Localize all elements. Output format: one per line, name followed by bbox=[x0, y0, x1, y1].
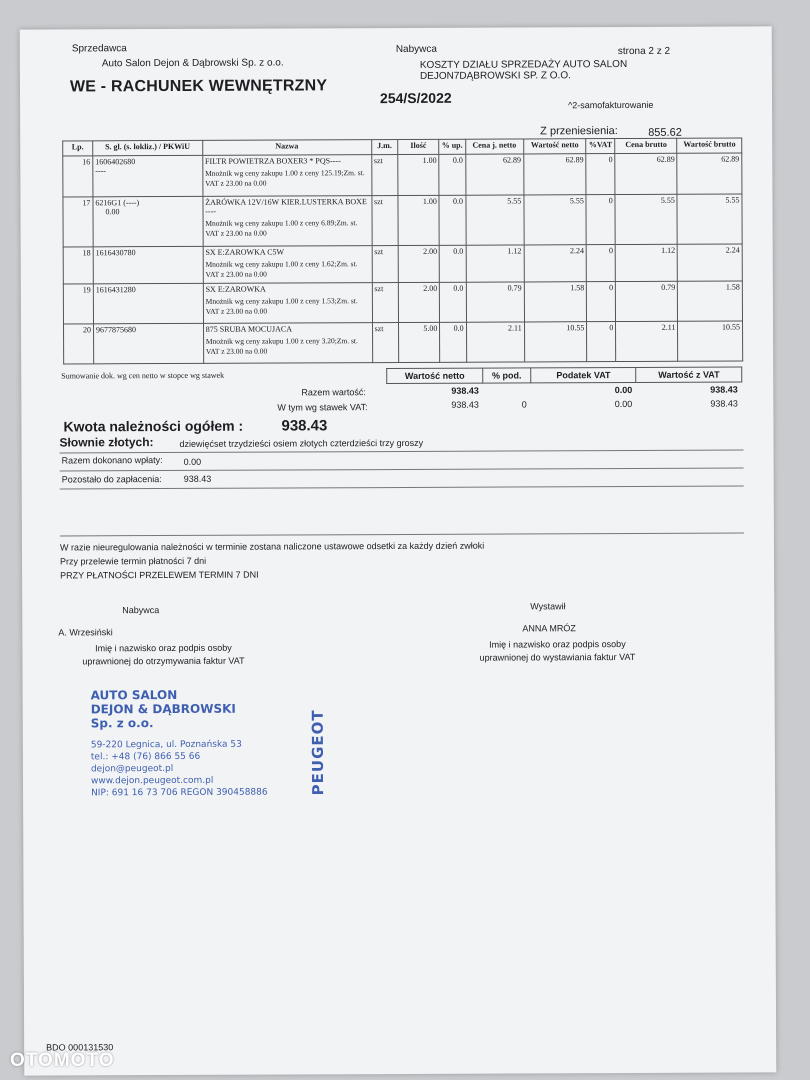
col-unit: J.m. bbox=[371, 139, 398, 154]
sig-buyer-caption2: uprawnionej do otrzymywania faktur VAT bbox=[82, 655, 245, 667]
items-table bbox=[62, 137, 743, 364]
row-unit-gross: 2.11 bbox=[616, 321, 678, 361]
document-number: 254/S/2022 bbox=[379, 89, 452, 107]
row-unit-gross: 5.55 bbox=[615, 194, 677, 244]
stamp-brand: PEUGEOT bbox=[308, 709, 328, 796]
summary-rate-row bbox=[387, 396, 742, 412]
terms-line3: PRZY PŁATNOŚCI PRZELEWEM TERMIN 7 DNI bbox=[60, 569, 259, 581]
row-vat: 0 bbox=[587, 322, 616, 362]
row-note: Mnożnik wg ceny zakupu 1.00 z ceny 125.19;Zm. st. VAT z 23.00 na 0.00 bbox=[205, 168, 365, 188]
col-discount: % up. bbox=[439, 139, 465, 154]
row-qty: 1.00 bbox=[398, 195, 440, 245]
row-name-text: 875 SRUBA MOCUJACA bbox=[205, 324, 293, 334]
table-row bbox=[64, 321, 743, 364]
row-net-value: 2.24 bbox=[524, 245, 587, 282]
stamp-phone: tel.: +48 (76) 866 55 66 bbox=[90, 751, 201, 763]
row-lp: 19 bbox=[63, 284, 93, 324]
sum-col-vat: Podatek VAT bbox=[531, 367, 637, 382]
row-lp: 16 bbox=[63, 156, 93, 197]
sum-rate-gross: 938.43 bbox=[710, 398, 738, 409]
amount-words-value: dziewięćset trzydzieści osiem złotych czterdzieści trzy groszy bbox=[179, 437, 424, 449]
sig-issuer-caption2: uprawnionej do wystawiania faktur VAT bbox=[479, 651, 636, 663]
sum-total-net: 938.43 bbox=[451, 385, 479, 396]
sig-issuer-name: ANNA MRÓZ bbox=[522, 623, 576, 634]
sig-buyer-caption1: Imię i nazwisko oraz podpis osoby bbox=[95, 642, 232, 654]
page-info: strona 2 z 2 bbox=[617, 45, 671, 58]
row-gross-value: 62.89 bbox=[677, 153, 742, 194]
summary-total-label: Razem wartość: bbox=[301, 387, 366, 398]
col-gross-value: Wartość brutto bbox=[677, 138, 742, 153]
divider bbox=[60, 467, 744, 471]
summary-footnote: Sumowanie dok. wg cen netto w stopce wg stawek bbox=[61, 370, 225, 381]
row-qty: 2.00 bbox=[398, 245, 440, 282]
row-net-value: 10.55 bbox=[524, 322, 587, 362]
stamp-email: dejon@peugeot.pl bbox=[90, 763, 174, 775]
remaining-value: 938.43 bbox=[183, 473, 212, 484]
stamp-nip: NIP: 691 16 73 706 REGON 390458886 bbox=[91, 787, 268, 799]
seller-label: Sprzedawca bbox=[71, 43, 127, 55]
col-lp: Lp. bbox=[63, 141, 93, 156]
row-discount: 0.0 bbox=[440, 322, 466, 362]
table-row bbox=[63, 194, 742, 247]
row-lp: 20 bbox=[64, 324, 94, 364]
table-row bbox=[63, 281, 742, 324]
table-row bbox=[63, 244, 742, 284]
sum-total-vat: 0.00 bbox=[614, 384, 633, 396]
row-qty: 2.00 bbox=[398, 282, 440, 322]
row-code: 1616430780 bbox=[93, 246, 203, 283]
row-vat: 0 bbox=[586, 154, 615, 195]
self-billing-note: ^2-samofakturowanie bbox=[568, 99, 654, 111]
row-unit: szt bbox=[372, 245, 399, 282]
row-name bbox=[203, 283, 372, 324]
row-discount: 0.0 bbox=[440, 245, 466, 282]
row-gross-value: 10.55 bbox=[678, 321, 743, 361]
row-discount: 0.0 bbox=[440, 282, 466, 322]
row-unit: szt bbox=[372, 282, 399, 322]
otomoto-watermark: OTOMOTO bbox=[10, 1050, 115, 1071]
row-unit: szt bbox=[371, 154, 398, 195]
col-name: Nazwa bbox=[202, 140, 371, 156]
paid-label: Razem dokonano wpłaty: bbox=[61, 455, 163, 466]
row-net-value: 62.89 bbox=[523, 154, 586, 195]
col-net-value: Wartość netto bbox=[523, 139, 586, 154]
row-unit-net: 2.11 bbox=[466, 322, 524, 362]
stamp-web: www.dejon.peugeot.com.pl bbox=[90, 775, 214, 787]
row-gross-value: 1.58 bbox=[678, 281, 743, 321]
row-code-sub: ---- bbox=[95, 166, 106, 176]
buyer-line2: DEJON7DĄBROWSKI SP. Z O.O. bbox=[419, 70, 571, 82]
sum-rate-vat: 0.00 bbox=[614, 398, 633, 410]
row-lp: 17 bbox=[63, 197, 93, 247]
divider bbox=[60, 485, 744, 489]
stamp-line2: DEJON & DĄBROWSKI bbox=[90, 701, 236, 717]
row-discount: 0.0 bbox=[439, 154, 465, 195]
summary-header-row bbox=[387, 367, 742, 384]
row-unit-gross: 62.89 bbox=[615, 153, 677, 194]
divider bbox=[60, 532, 744, 536]
sum-rate-pct: 0 bbox=[521, 399, 527, 410]
row-unit-net: 1.12 bbox=[466, 245, 524, 282]
col-qty: Ilość bbox=[398, 139, 439, 154]
bdo-number: BDO 000131530 bbox=[46, 1042, 114, 1053]
row-unit-net: 5.55 bbox=[465, 195, 523, 245]
row-note: Mnożnik wg ceny zakupu 1.00 z ceny 3.20;Zm. st. VAT z 23.00 na 0.00 bbox=[205, 336, 358, 356]
amount-due-value: 938.43 bbox=[281, 417, 328, 435]
row-unit-gross: 0.79 bbox=[616, 281, 678, 321]
stamp-line3: Sp. z o.o. bbox=[90, 716, 154, 731]
stamp-address: 59-220 Legnica, ul. Poznańska 53 bbox=[90, 739, 242, 751]
row-code-sub: 0.00 bbox=[105, 207, 120, 217]
terms-line2: Przy przelewie termin płatności 7 dni bbox=[60, 555, 207, 567]
row-unit-gross: 1.12 bbox=[615, 244, 677, 281]
row-lp: 18 bbox=[63, 247, 93, 284]
buyer-label: Nabywca bbox=[395, 43, 437, 56]
col-code: S. gl. (s. lokliz.) / PKWiU bbox=[93, 140, 203, 155]
sum-col-net: Wartość netto bbox=[387, 368, 483, 383]
row-qty: 5.00 bbox=[399, 322, 441, 362]
row-net-value: 5.55 bbox=[524, 195, 587, 245]
row-name-text: FILTR POWIETRZA BOXER3 * PQS---- bbox=[205, 156, 341, 166]
amount-due-label: Kwota należności ogółem : bbox=[63, 417, 244, 435]
sum-col-gross: Wartość z VAT bbox=[636, 367, 742, 382]
row-code-main: 1606402680 bbox=[95, 157, 136, 167]
col-unit-gross: Cena brutto bbox=[615, 138, 677, 153]
row-vat: 0 bbox=[586, 195, 615, 245]
row-name-text: ŻARÓWKA 12V/16W KIER.LUSTERKA BOXE ---- bbox=[205, 197, 367, 216]
document-title: WE - RACHUNEK WEWNĘTRZNY bbox=[69, 77, 328, 96]
carry-over-value: 855.62 bbox=[648, 126, 682, 139]
summary-total-row bbox=[387, 382, 742, 398]
sum-total-gross: 938.43 bbox=[710, 384, 738, 395]
row-gross-value: 2.24 bbox=[678, 244, 743, 281]
row-code-main: 6216G1 (----) bbox=[95, 198, 140, 208]
sig-buyer-label: Nabywca bbox=[122, 605, 160, 616]
row-code: 9677875680 bbox=[93, 323, 203, 363]
row-vat: 0 bbox=[587, 282, 616, 322]
table-row bbox=[63, 153, 742, 197]
row-code bbox=[93, 196, 203, 246]
vat-summary-table bbox=[386, 366, 742, 412]
row-qty: 1.00 bbox=[398, 154, 440, 195]
sum-total-rate bbox=[483, 383, 531, 398]
seller-name: Auto Salon Dejon & Dąbrowski Sp. z o.o. bbox=[101, 57, 284, 70]
row-name bbox=[203, 155, 372, 197]
row-unit: szt bbox=[372, 322, 399, 362]
row-unit-net: 62.89 bbox=[465, 154, 523, 195]
sum-col-rate: % pod. bbox=[483, 368, 531, 383]
sum-rate-net: 938.43 bbox=[451, 399, 479, 410]
row-code bbox=[93, 155, 203, 196]
company-stamp bbox=[81, 673, 362, 804]
invoice-page bbox=[20, 26, 777, 1075]
divider bbox=[60, 449, 744, 453]
terms-line1: W razie nieuregulowania należności w terminie zostana naliczone ustawowe odsetki za każdy dzień zwłoki bbox=[59, 540, 485, 553]
col-vat: %VAT bbox=[586, 139, 615, 154]
buyer-line1: KOSZTY DZIAŁU SPRZEDAŻY AUTO SALON bbox=[419, 58, 628, 71]
row-vat: 0 bbox=[587, 245, 616, 282]
row-note: Mnożnik wg ceny zakupu 1.00 z ceny 1.53;Zm. st. VAT z 23.00 na 0.00 bbox=[205, 296, 358, 316]
row-gross-value: 5.55 bbox=[677, 194, 742, 244]
row-unit: szt bbox=[371, 195, 398, 245]
stamp-line1: AUTO SALON bbox=[90, 687, 178, 703]
sig-issuer-label: Wystawił bbox=[530, 601, 566, 612]
row-name bbox=[203, 196, 372, 247]
remaining-label: Pozostało do zapłacenia: bbox=[61, 474, 162, 485]
row-net-value: 1.58 bbox=[524, 282, 587, 322]
row-name-text: SX E:ZAROWKA C5W bbox=[205, 247, 285, 257]
sig-issuer-caption1: Imię i nazwisko oraz podpis osoby bbox=[489, 639, 626, 650]
row-name-text: SX E:ZAROWKA bbox=[205, 284, 266, 294]
row-note: Mnożnik wg ceny zakupu 1.00 z ceny 6.89;Zm. st. VAT z 23.00 na 0.00 bbox=[205, 218, 358, 238]
sig-buyer-name: A. Wrzesiński bbox=[58, 627, 113, 638]
paid-value: 0.00 bbox=[183, 456, 202, 467]
row-discount: 0.0 bbox=[439, 195, 465, 245]
amount-words-label: Słownie złotych: bbox=[59, 435, 154, 450]
summary-rate-label: W tym wg stawek VAT: bbox=[277, 402, 368, 413]
row-name bbox=[203, 323, 372, 364]
col-unit-net: Cena j. netto bbox=[465, 139, 523, 154]
carry-over-label: Z przeniesienia: bbox=[540, 125, 618, 138]
row-unit-net: 0.79 bbox=[466, 282, 524, 322]
row-name bbox=[203, 246, 372, 284]
row-code: 1616431280 bbox=[93, 283, 203, 323]
row-note: Mnożnik wg ceny zakupu 1.00 z ceny 1.62;Zm. st. VAT z 23.00 na 0.00 bbox=[205, 259, 358, 279]
